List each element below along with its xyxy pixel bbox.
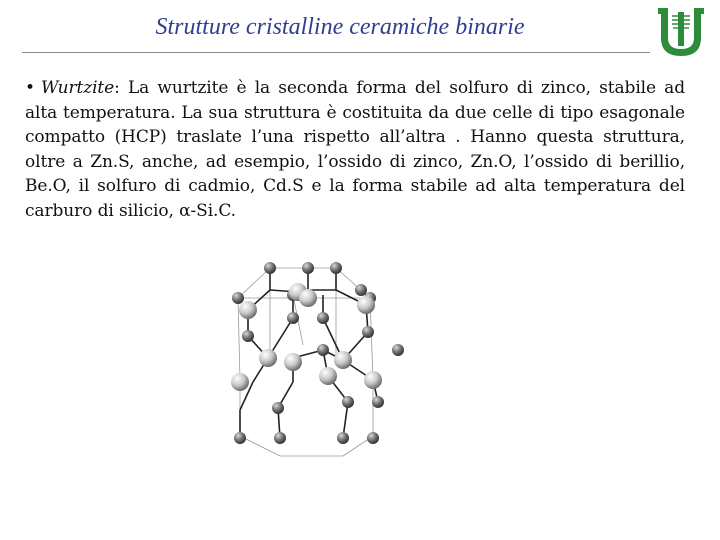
university-logo-icon xyxy=(658,8,704,58)
paragraph-text: : La wurtzite è la seconda forma del solfuro di zinco, stabile ad alta temperatura. La sua struttura è costituita da due celle di tipo esagonale compatto (HCP) traslate l’una rispetto all’altra . Hanno questa struttura, oltre a Zn.S, anche, ad esempio, l’ossido di zinco, Zn.O, l’ossido di berillio, Be.O, il solfuro di cadmio, Cd.S e la forma stabile ad alta temperatura del carburo di silicio, α-Si.C. xyxy=(25,78,685,221)
title-divider xyxy=(22,52,650,53)
bullet: • xyxy=(25,78,35,98)
wurtzite-crystal-structure-icon xyxy=(218,250,438,470)
slide-title: Strutture cristalline ceramiche binarie xyxy=(155,14,525,40)
wurtzite-paragraph xyxy=(25,76,685,223)
term-wurtzite: Wurtzite xyxy=(40,78,115,98)
